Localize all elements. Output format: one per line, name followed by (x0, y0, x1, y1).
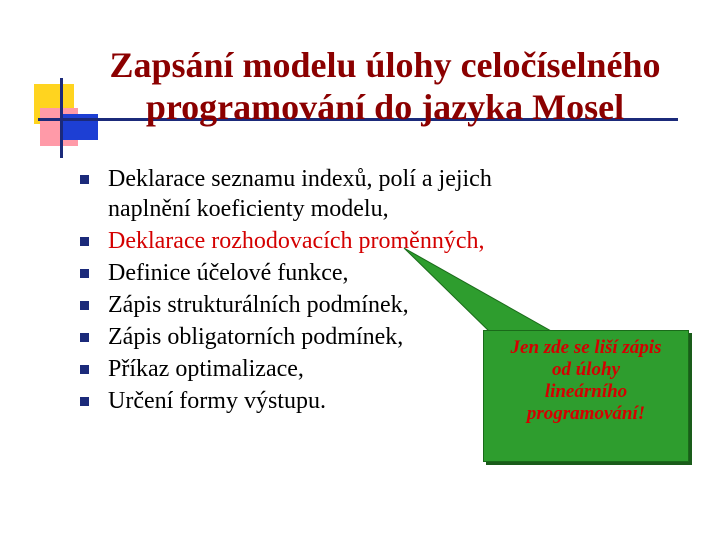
bullet-text-highlighted: Deklarace rozhodovacích proměnných, (108, 228, 485, 254)
callout-text-line-1: Jen zde se liší zápis (510, 337, 662, 358)
bullet-text: Určení formy výstupu. (108, 388, 326, 414)
bullet-text: Definice účelové funkce, (108, 260, 349, 286)
bullet-text: Zápis strukturálních podmínek, (108, 292, 409, 318)
bullet-text: Deklarace seznamu indexů, polí a jejich (108, 166, 492, 192)
callout-box (483, 330, 689, 462)
callout-text-line-3: lineárního (544, 381, 628, 402)
bullet-text-continued: naplnění koeficienty modelu, (108, 196, 389, 222)
callout-text-line-2: od úlohy (551, 359, 621, 380)
slide-title-line-2: programování do jazyka Mosel (145, 87, 625, 127)
bullet-text: Zápis obligatorních podmínek, (108, 324, 404, 350)
bullet-text: Příkaz optimalizace, (108, 356, 304, 382)
callout-text-line-4: programování! (526, 403, 646, 424)
slide-title-line-1: Zapsání modelu úlohy celočíselného (109, 45, 661, 85)
